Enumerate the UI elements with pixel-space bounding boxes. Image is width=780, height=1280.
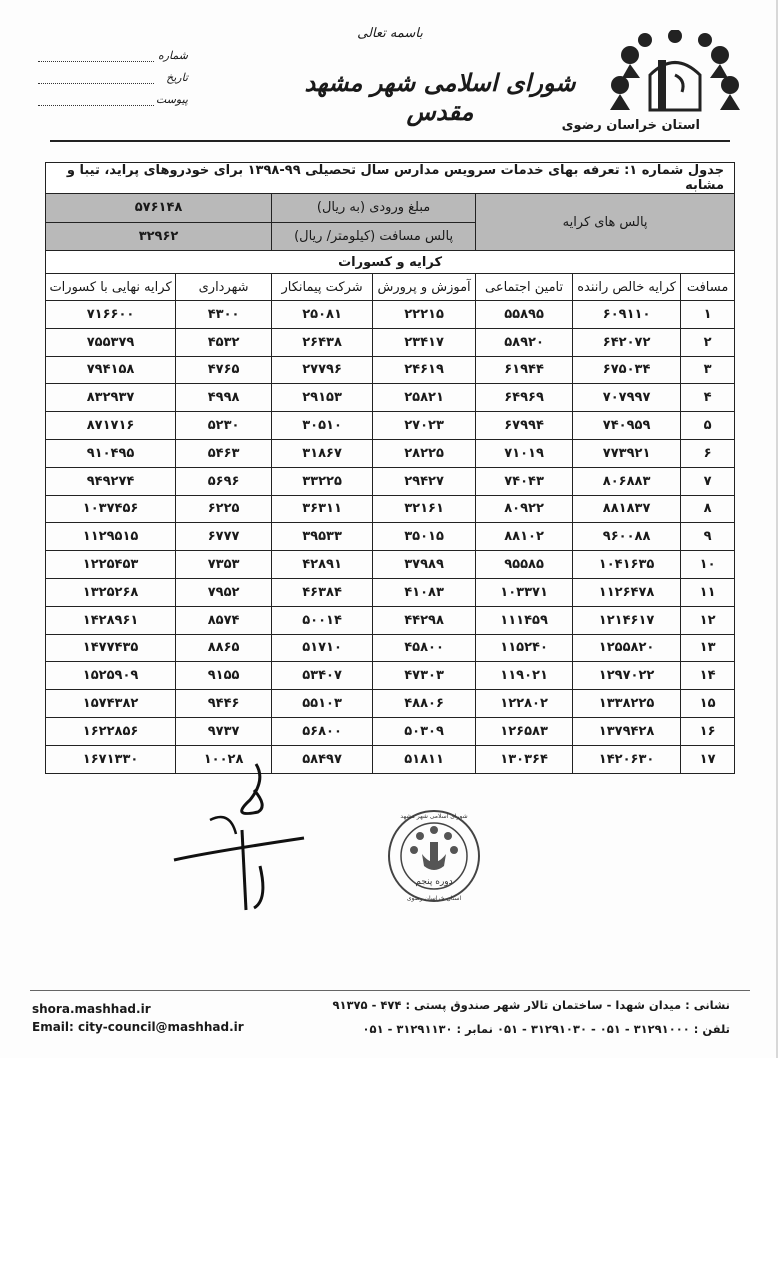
table-cell: ۷: [681, 467, 735, 495]
table-cell: ۷۴۰۴۳: [476, 467, 573, 495]
table-cell: ۵۵۱۰۳: [272, 690, 373, 718]
column-header: کرایه خالص راننده: [573, 274, 681, 301]
table-cell: ۱۳۲۵۲۶۸: [46, 578, 176, 606]
footer-website: shora.mashhad.ir: [32, 1002, 151, 1016]
table-cell: ۸۸۱۸۳۷: [573, 495, 681, 523]
table-caption: جدول شماره ۱: تعرفه بهای خدمات سرویس مدارس سال تحصیلی ۹۹-۱۳۹۸ برای خودروهای پراید، تیبا و مشابه: [46, 163, 735, 194]
table-cell: ۷۱۶۶۰۰: [46, 301, 176, 329]
entry-fee-value: ۵۷۶۱۴۸: [46, 194, 272, 223]
meta-date-label: تاریخ: [166, 71, 188, 84]
column-header: شرکت پیمانکار: [272, 274, 373, 301]
table-cell: ۷۳۵۳: [176, 551, 272, 579]
table-cell: ۸۸۶۵: [176, 634, 272, 662]
council-name: شورای اسلامی شهر مشهد مقدس: [304, 68, 576, 126]
table-cell: ۳: [681, 356, 735, 384]
bismillah: باسمه تعالی: [357, 26, 423, 41]
table-cell: ۵۲۳۰: [176, 412, 272, 440]
table-cell: ۳۱۸۶۷: [272, 439, 373, 467]
table-cell: ۵۰۳۰۹: [373, 717, 476, 745]
table-cell: ۸۵۷۴: [176, 606, 272, 634]
table-cell: ۱۲۹۷۰۲۲: [573, 662, 681, 690]
table-row: [46, 578, 735, 606]
table-cell: ۳۲۱۶۱: [373, 495, 476, 523]
table-cell: ۵۵۸۹۵: [476, 301, 573, 329]
table-cell: ۱۱۱۴۵۹: [476, 606, 573, 634]
table-row: [46, 690, 735, 718]
table-cell: ۴۳۰۰: [176, 301, 272, 329]
pulse-header: پالس های کرایه: [476, 194, 735, 251]
column-header: کرایه نهایی با کسورات: [46, 274, 176, 301]
table-cell: ۶۴۲۰۷۲: [573, 328, 681, 356]
table-cell: ۷۹۵۲: [176, 578, 272, 606]
table-cell: ۷۱۰۱۹: [476, 439, 573, 467]
column-header: تامین اجتماعی: [476, 274, 573, 301]
table-cell: ۲۵۰۸۱: [272, 301, 373, 329]
table-cell: ۲۵۸۲۱: [373, 384, 476, 412]
table-cell: ۴۱۰۸۳: [373, 578, 476, 606]
footer-divider: [30, 990, 750, 991]
table-cell: ۱۴۷۷۴۳۵: [46, 634, 176, 662]
table-cell: ۱۳۰۳۶۴: [476, 745, 573, 773]
table-cell: ۲۷۰۲۳: [373, 412, 476, 440]
table-cell: ۱۱۵۲۴۰: [476, 634, 573, 662]
table-cell: ۱۲۵۵۸۲۰: [573, 634, 681, 662]
table-cell: ۲: [681, 328, 735, 356]
council-seal: [386, 808, 482, 904]
table-cell: ۲۹۱۵۳: [272, 384, 373, 412]
table-cell: ۱۴: [681, 662, 735, 690]
column-header: آموزش و پرورش: [373, 274, 476, 301]
footer-phone: تلفن : ۳۱۲۹۱۰۰۰ - ۰۵۱ - ۳۱۲۹۱۰۳۰ - ۰۵۱ نمابر : ۳۱۲۹۱۱۳۰ - ۰۵۱: [362, 1022, 730, 1036]
table-cell: ۵۰۰۱۴: [272, 606, 373, 634]
table-cell: ۱۷: [681, 745, 735, 773]
table-row: [46, 495, 735, 523]
table-cell: ۵۱۷۱۰: [272, 634, 373, 662]
signature-icon: [170, 760, 310, 920]
table-row: [46, 328, 735, 356]
table-cell: ۹۶۰۰۸۸: [573, 523, 681, 551]
province-name: استان خراسان رضوی: [561, 118, 700, 133]
stamp-ring-text: شورای اسلامی شهر مشهد: [400, 813, 468, 820]
table-cell: ۹۴۹۲۷۴: [46, 467, 176, 495]
table-cell: ۴۴۲۹۸: [373, 606, 476, 634]
table-row: [46, 356, 735, 384]
table-cell: ۶۷۵۰۳۴: [573, 356, 681, 384]
table-cell: ۴۲۸۹۱: [272, 551, 373, 579]
table-row: [46, 301, 735, 329]
entry-fee-label: مبلغ ورودی (به ریال): [272, 194, 476, 223]
table-cell: ۸: [681, 495, 735, 523]
table-row: [46, 717, 735, 745]
table-cell: ۷۷۳۹۲۱: [573, 439, 681, 467]
table-cell: ۱۶۷۱۳۳۰: [46, 745, 176, 773]
table-cell: ۶۷۹۹۴: [476, 412, 573, 440]
column-header-row: [46, 274, 735, 301]
table-cell: ۱۲: [681, 606, 735, 634]
table-cell: ۲۸۲۲۵: [373, 439, 476, 467]
footer-email: Email: city-council@mashhad.ir: [32, 1020, 244, 1034]
table-cell: ۵۱۸۱۱: [373, 745, 476, 773]
table-row: [46, 634, 735, 662]
table-cell: ۵۸۴۹۷: [272, 745, 373, 773]
table-cell: ۵۸۹۲۰: [476, 328, 573, 356]
table-cell: ۶۲۲۵: [176, 495, 272, 523]
table-cell: ۵۶۹۶: [176, 467, 272, 495]
table-cell: ۸۰۹۲۲: [476, 495, 573, 523]
meta-attachment-label: پیوست: [155, 93, 188, 106]
column-header: شهرداری: [176, 274, 272, 301]
table-cell: ۱۰: [681, 551, 735, 579]
table-cell: ۲۳۴۱۷: [373, 328, 476, 356]
table-cell: ۱۲۱۴۶۱۷: [573, 606, 681, 634]
table-cell: ۱۰۳۷۴۵۶: [46, 495, 176, 523]
table-cell: ۳۶۳۱۱: [272, 495, 373, 523]
table-cell: ۱۱۲۹۵۱۵: [46, 523, 176, 551]
table-cell: ۷۰۷۹۹۷: [573, 384, 681, 412]
meta-number-label: شماره: [157, 49, 188, 62]
table-cell: ۱۳۳۸۲۲۵: [573, 690, 681, 718]
table-row: [46, 384, 735, 412]
table-cell: ۱۴۲۰۶۳۰: [573, 745, 681, 773]
table-cell: ۲۹۴۲۷: [373, 467, 476, 495]
table-row: [46, 606, 735, 634]
table-cell: ۲۷۷۹۶: [272, 356, 373, 384]
stamp-bottom-text: استان خراسان رضوی: [406, 895, 462, 902]
table-cell: ۴۹۹۸: [176, 384, 272, 412]
table-cell: ۷۴۰۹۵۹: [573, 412, 681, 440]
table-cell: ۱: [681, 301, 735, 329]
table-cell: ۱۰۰۲۸: [176, 745, 272, 773]
table-cell: ۸۷۱۷۱۶: [46, 412, 176, 440]
table-row: [46, 662, 735, 690]
table-cell: ۱۱۲۶۴۷۸: [573, 578, 681, 606]
distance-pulse-value: ۳۲۹۶۲: [46, 222, 272, 251]
table-cell: ۹۷۳۷: [176, 717, 272, 745]
table-cell: ۳۰۵۱۰: [272, 412, 373, 440]
table-cell: ۴۶۳۸۴: [272, 578, 373, 606]
table-cell: ۶۱۹۴۴: [476, 356, 573, 384]
table-row: [46, 412, 735, 440]
table-cell: ۵۴۶۳: [176, 439, 272, 467]
table-cell: ۹: [681, 523, 735, 551]
table-cell: ۵: [681, 412, 735, 440]
table-cell: ۹۱۰۴۹۵: [46, 439, 176, 467]
table-row: [46, 551, 735, 579]
table-cell: ۹۵۵۸۵: [476, 551, 573, 579]
table-cell: ۴۵۸۰۰: [373, 634, 476, 662]
table-cell: ۷۵۵۳۷۹: [46, 328, 176, 356]
table-cell: ۱۱۹۰۲۱: [476, 662, 573, 690]
table-cell: ۲۶۴۳۸: [272, 328, 373, 356]
table-cell: ۴۷۶۵: [176, 356, 272, 384]
table-cell: ۵۶۸۰۰: [272, 717, 373, 745]
table-cell: ۸۰۶۸۸۳: [573, 467, 681, 495]
table-cell: ۱۳۷۹۴۲۸: [573, 717, 681, 745]
stamp-period: دوره پنجم: [415, 877, 453, 887]
table-row: [46, 467, 735, 495]
table-cell: ۸۸۱۰۲: [476, 523, 573, 551]
table-row: [46, 523, 735, 551]
table-cell: ۶۴۹۶۹: [476, 384, 573, 412]
table-cell: ۶۰۹۱۱۰: [573, 301, 681, 329]
table-cell: ۲۴۶۱۹: [373, 356, 476, 384]
table-cell: ۱۴۲۸۹۶۱: [46, 606, 176, 634]
table-row: [46, 745, 735, 773]
table-cell: ۷۹۴۱۵۸: [46, 356, 176, 384]
table-cell: ۱۵۲۵۹۰۹: [46, 662, 176, 690]
table-cell: ۶: [681, 439, 735, 467]
column-header: مسافت: [681, 274, 735, 301]
table-cell: ۵۳۴۰۷: [272, 662, 373, 690]
tariff-table: [45, 162, 735, 774]
table-cell: ۳۹۵۳۳: [272, 523, 373, 551]
table-cell: ۱۲۶۵۸۳: [476, 717, 573, 745]
table-cell: ۱۶: [681, 717, 735, 745]
table-cell: ۱۰۳۳۷۱: [476, 578, 573, 606]
table-cell: ۱۲۲۸۰۲: [476, 690, 573, 718]
table-cell: ۱۲۲۵۴۵۳: [46, 551, 176, 579]
table-cell: ۴: [681, 384, 735, 412]
table-cell: ۳۳۲۲۵: [272, 467, 373, 495]
table-cell: ۱۵۷۴۳۸۲: [46, 690, 176, 718]
table-cell: ۱۱: [681, 578, 735, 606]
table-cell: ۶۷۷۷: [176, 523, 272, 551]
table-cell: ۱۰۴۱۶۳۵: [573, 551, 681, 579]
table-row: [46, 439, 735, 467]
footer-address: نشانی : میدان شهدا - ساختمان تالار شهر صندوق پستی : ۴۷۴ - ۹۱۳۷۵: [332, 998, 730, 1012]
tariff-rows: [46, 301, 735, 774]
council-logo-icon: [600, 30, 750, 120]
table-cell: ۴۸۸۰۶: [373, 690, 476, 718]
table-cell: ۲۲۲۱۵: [373, 301, 476, 329]
letter-meta: [38, 40, 188, 106]
table-cell: ۴۷۳۰۳: [373, 662, 476, 690]
header-divider: [50, 140, 730, 142]
table-cell: ۸۳۲۹۳۷: [46, 384, 176, 412]
table-cell: ۱۶۲۲۸۵۶: [46, 717, 176, 745]
table-cell: ۱۵: [681, 690, 735, 718]
table-cell: ۹۴۴۶: [176, 690, 272, 718]
distance-pulse-label: پالس مسافت (کیلومتر/ ریال): [272, 222, 476, 251]
table-cell: ۱۳: [681, 634, 735, 662]
table-cell: ۳۵۰۱۵: [373, 523, 476, 551]
table-cell: ۳۷۹۸۹: [373, 551, 476, 579]
table-cell: ۹۱۵۵: [176, 662, 272, 690]
fare-group-header: کرایه و کسورات: [46, 251, 735, 274]
table-cell: ۴۵۳۲: [176, 328, 272, 356]
